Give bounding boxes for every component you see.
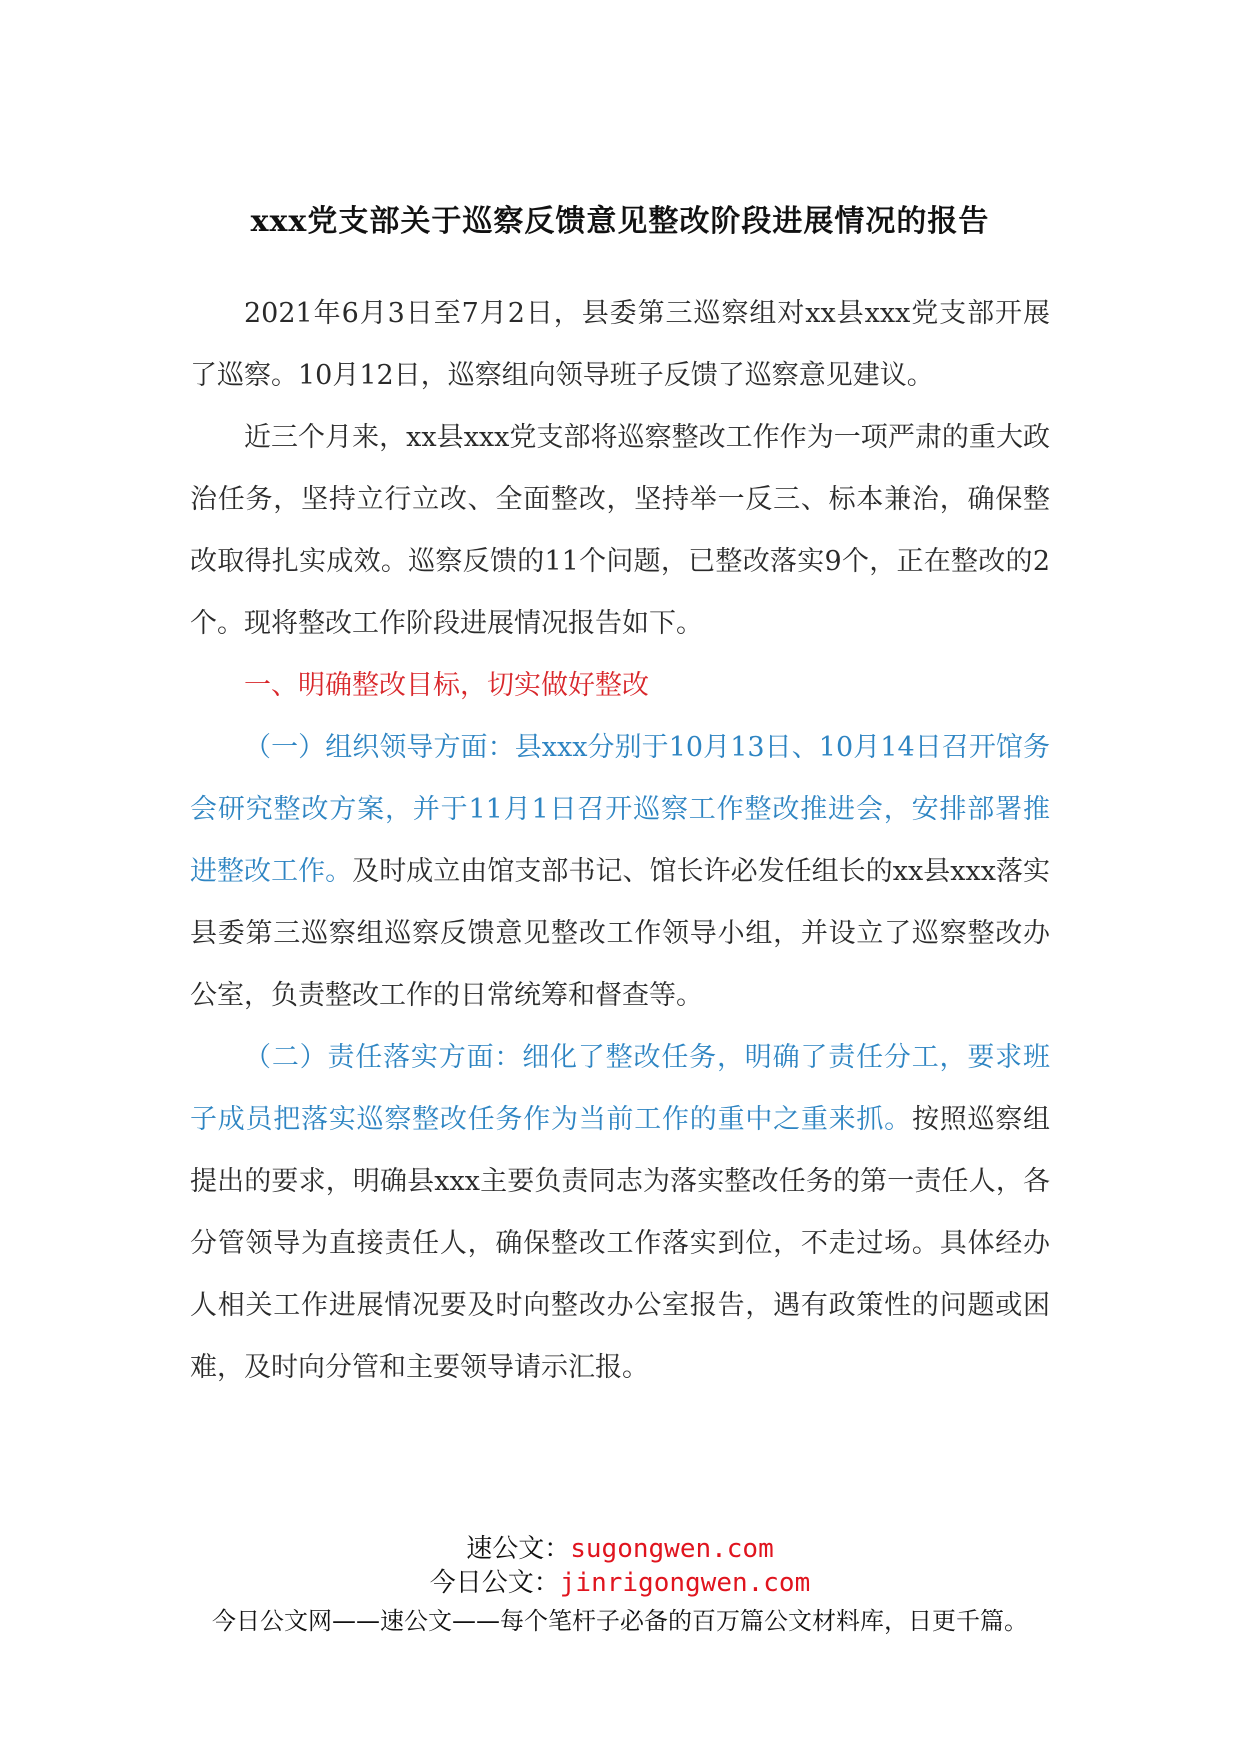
- item-2-lead: （二）责任落实方面：细化了整改任务，明确了责任分工，要求班子成员把落实巡察整改任务作为当前工作的重中之重来抓。: [190, 1042, 1050, 1135]
- item-2-body: 按照巡察组提出的要求，明确县xxx主要负责同志为落实整改任务的第一责任人，各分管领导为直接责任人，确保整改工作落实到位，不走过场。具体经办人相关工作进展情况要及时向整改办公室报告，遇有政策性的问题或困难，及时向分管和主要领导请示汇报。: [190, 1104, 1051, 1383]
- item-1-body: 及时成立由馆支部书记、馆长许必发任组长的xx县xxx落实县委第三巡察组巡察反馈意见整改工作领导小组，并设立了巡察整改办公室，负责整改工作的日常统筹和督查等。: [190, 856, 1050, 1011]
- paragraph-overview: 近三个月来，xx县xxx党支部将巡察整改工作作为一项严肃的重大政治任务，坚持立行立改、全面整改，坚持举一反三、标本兼治，确保整改取得扎实成效。巡察反馈的11个问题，已整改落实9个，正在整改的2个。现将整改工作阶段进展情况报告如下。: [190, 422, 1050, 639]
- item-1-lead: （一）组织领导方面：县xxx分别于10月13日、10月14日召开馆务会研究整改方案，并于11月1日召开巡察工作整改推进会，安排部署推进整改工作。: [190, 732, 1050, 887]
- paragraph-item-1: [190, 717, 1050, 1027]
- section-heading-1: 一、明确整改目标，切实做好整改: [244, 670, 649, 701]
- footer-label-2: 今日公文：: [429, 1568, 560, 1598]
- document-title: xxx党支部关于巡察反馈意见整改阶段进展情况的报告: [250, 204, 990, 239]
- footer-label-1: 速公文：: [466, 1534, 571, 1564]
- document-body: [190, 283, 1050, 1399]
- paragraph-intro: 2021年6月3日至7月2日，县委第三巡察组对xx县xxx党支部开展了巡察。10月12日，巡察组向领导班子反馈了巡察意见建议。: [190, 298, 1050, 391]
- footer: [0, 1532, 1240, 1640]
- footer-link-jinrigongwen[interactable]: jinrigongwen.com: [559, 1568, 811, 1598]
- footer-line-1: [0, 1532, 1240, 1566]
- footer-line-2: [0, 1566, 1240, 1600]
- footer-link-sugongwen[interactable]: sugongwen.com: [570, 1534, 774, 1564]
- footer-slogan: 今日公文网——速公文——每个笔杆子必备的百万篇公文材料库，日更千篇。: [212, 1607, 1028, 1635]
- paragraph-item-2: [190, 1027, 1050, 1399]
